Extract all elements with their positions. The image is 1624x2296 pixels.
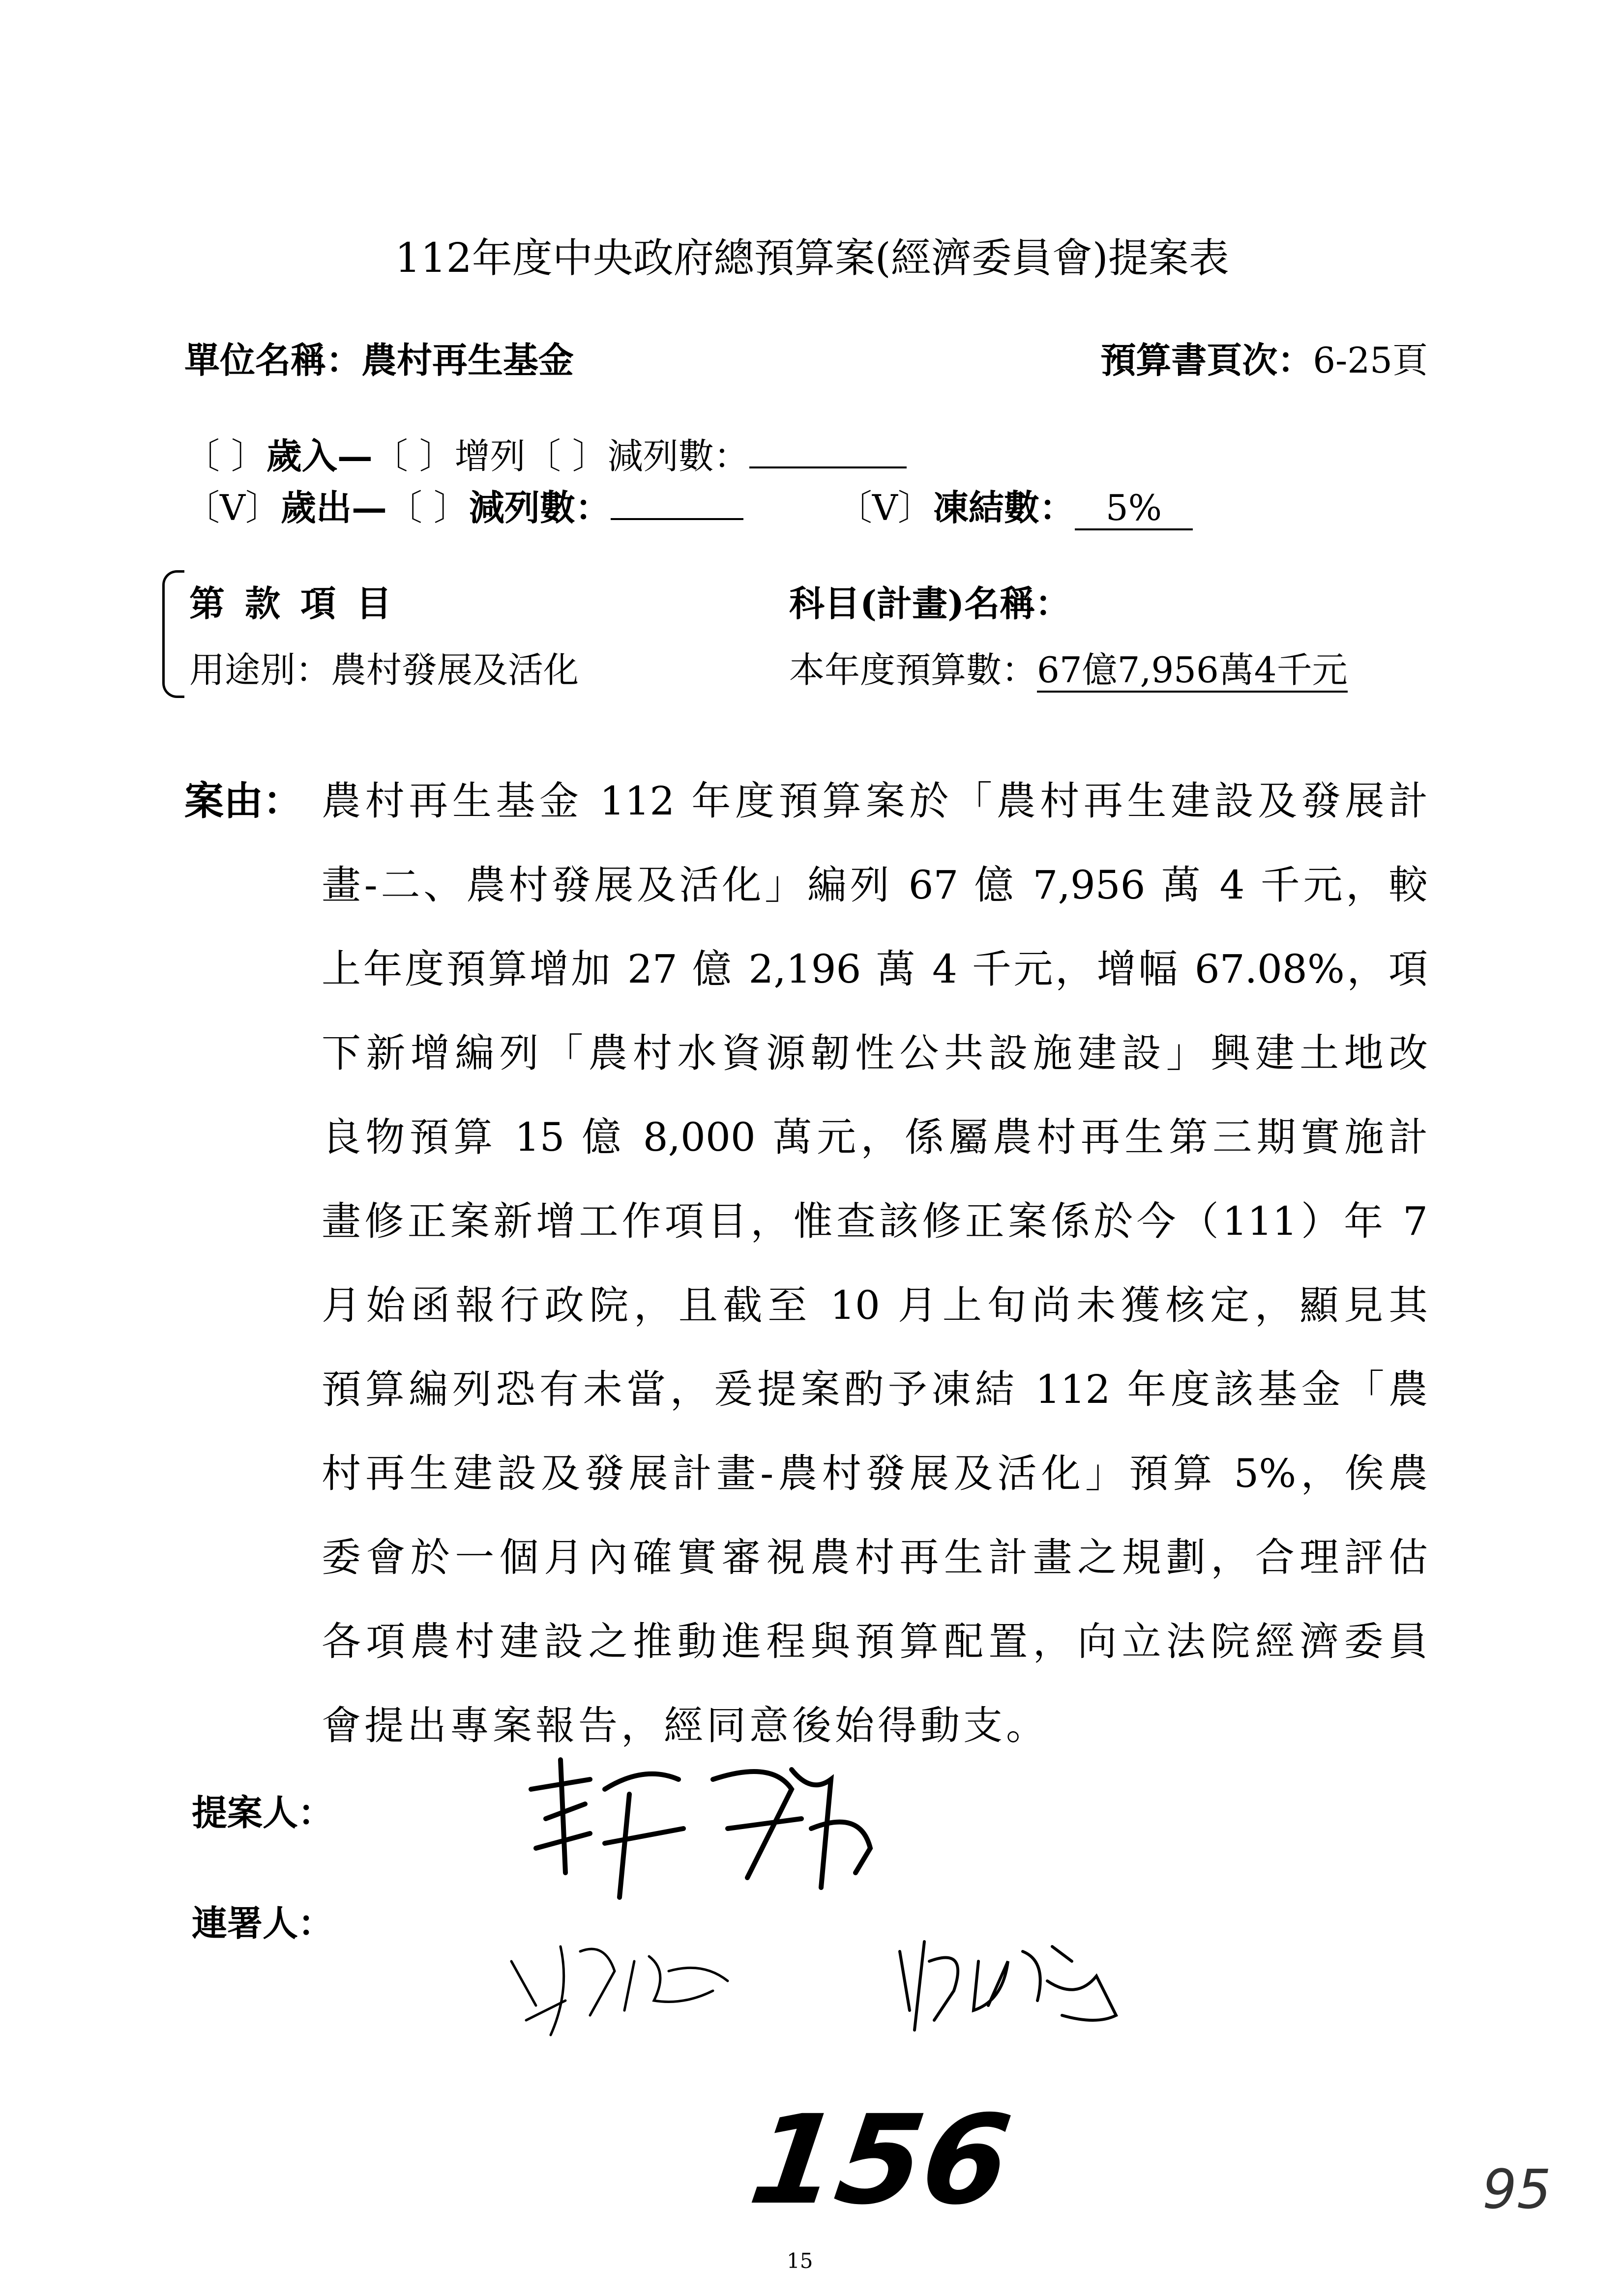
item-brace xyxy=(162,570,184,698)
freeze-label: 凍結數： xyxy=(933,487,1075,528)
handwritten-corner-number: 95 xyxy=(1482,2158,1551,2221)
freeze-field[interactable]: 5% xyxy=(1075,487,1193,530)
unit-label: 單位名稱： xyxy=(184,339,362,381)
cosigner-signature-1 xyxy=(506,1932,851,2040)
reason-label: 案由： xyxy=(184,778,302,824)
item-label: 第 款 項 目 xyxy=(189,582,396,624)
reason-line: 月始函報行政院，且截至 10 月上旬尚未獲核定，顯見其 xyxy=(322,1282,1428,1328)
expense-row xyxy=(184,479,1193,530)
reason-line: 畫修正案新增工作項目，惟查該修正案係於今（111）年 7 xyxy=(322,1198,1428,1244)
subject-label: 科目(計畫)名稱： xyxy=(789,582,1071,624)
proposer-signature xyxy=(516,1750,959,1907)
proposer-label: 提案人： xyxy=(192,1792,334,1833)
cosigner-label: 連署人： xyxy=(192,1902,334,1944)
reason-line: 村再生建設及發展計畫-農村發展及活化」預算 5%，俟農 xyxy=(322,1451,1428,1496)
expense-decrease-label: 減列數： xyxy=(469,487,611,528)
reason-line: 農村再生基金 112 年度預算案於「農村再生建設及發展計 xyxy=(322,778,1428,824)
expense-label: 歲出— xyxy=(281,487,387,528)
current-budget-value: 67億7,956萬4千元 xyxy=(1037,649,1348,693)
decrease-checkbox[interactable]: 〔 〕 xyxy=(525,436,608,477)
freeze-checkbox[interactable]: 〔V〕 xyxy=(836,487,933,528)
revenue-checkbox[interactable]: 〔 〕 xyxy=(184,436,266,477)
budget-page-label: 預算書頁次： xyxy=(1100,339,1313,381)
revenue-row xyxy=(184,428,907,479)
current-budget xyxy=(789,641,1348,693)
handwritten-number: 156 xyxy=(742,2089,1019,2232)
unit-value: 農村再生基金 xyxy=(361,339,574,381)
usage-value: 農村發展及活化 xyxy=(331,649,579,691)
reason-line: 下新增編列「農村水資源韌性公共設施建設」興建土地改 xyxy=(322,1030,1428,1076)
revenue-label: 歲入— xyxy=(266,435,373,477)
increase-label: 增列 xyxy=(454,436,526,477)
unit-name xyxy=(184,332,574,383)
expense-checkbox[interactable]: 〔V〕 xyxy=(184,487,281,528)
expense-decrease-field[interactable] xyxy=(611,518,743,520)
budget-page xyxy=(1100,332,1428,383)
printed-page-number: 15 xyxy=(787,2249,813,2273)
reason-line: 上年度預算增加 27 億 2,196 萬 4 千元，增幅 67.08%，項 xyxy=(322,946,1428,992)
expense-decrease-checkbox[interactable]: 〔 〕 xyxy=(387,487,469,528)
reason-line: 畫-二、農村發展及活化」編列 67 億 7,956 萬 4 千元，較 xyxy=(322,862,1428,908)
reason-line: 會提出專案報告，經同意後始得動支。 xyxy=(322,1703,1049,1748)
reason-line: 良物預算 15 億 8,000 萬元，係屬農村再生第三期實施計 xyxy=(322,1114,1428,1160)
increase-checkbox[interactable]: 〔 〕 xyxy=(372,436,455,477)
reason-line: 各項農村建設之推動進程與預算配置，向立法院經濟委員 xyxy=(322,1619,1428,1664)
reason-line: 委會於一個月內確實審視農村再生計畫之規劃，合理評估 xyxy=(322,1535,1428,1580)
budget-page-value: 6-25頁 xyxy=(1313,340,1428,381)
decrease-label: 減列數： xyxy=(607,436,749,477)
cosigner-signature-2 xyxy=(890,1932,1185,2040)
usage-label: 用途別： xyxy=(189,649,331,691)
usage xyxy=(189,641,579,693)
current-budget-label: 本年度預算數： xyxy=(789,649,1037,691)
page-title: 112年度中央政府總預算案(經濟委員會)提案表 xyxy=(395,235,1229,282)
reason-line: 預算編列恐有未當，爰提案酌予凍結 112 年度該基金「農 xyxy=(322,1366,1428,1412)
revenue-decrease-field[interactable] xyxy=(749,466,907,468)
